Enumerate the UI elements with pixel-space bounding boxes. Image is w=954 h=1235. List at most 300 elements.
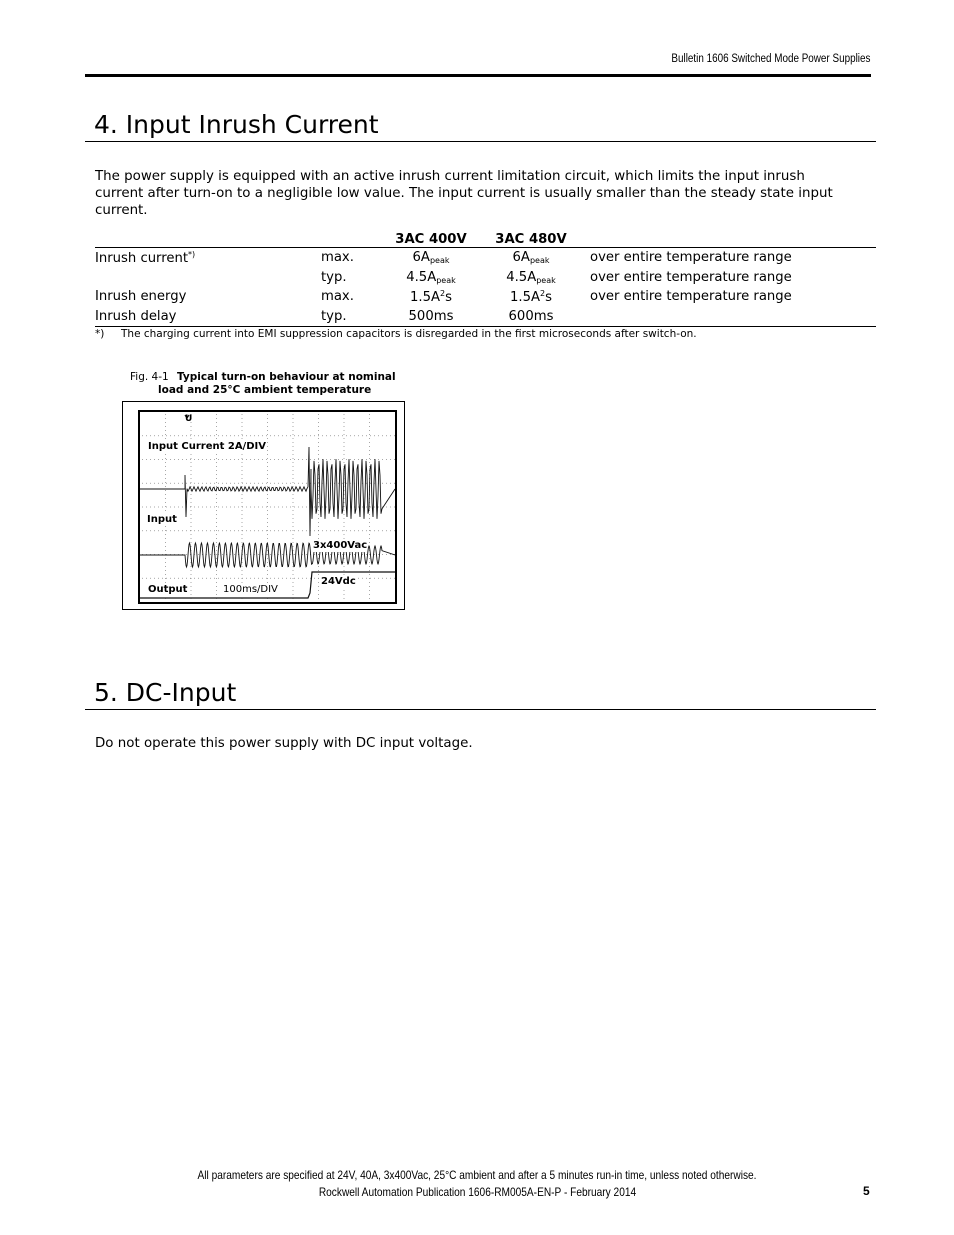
oscilloscope-screen (138, 410, 397, 604)
grid-dot (354, 435, 355, 436)
grid-dot (366, 507, 367, 508)
grid-dot (344, 510, 345, 511)
grid-dot (318, 486, 319, 487)
grid-dot (158, 507, 159, 508)
grid-dot (191, 494, 192, 495)
grid-dot (242, 507, 243, 508)
grid-dot (382, 483, 383, 484)
grid-dot (246, 483, 247, 484)
grid-dot (216, 454, 217, 455)
grid-dot (386, 435, 387, 436)
grid-dot (293, 582, 294, 583)
grid-dot (191, 590, 192, 591)
grid-dot (310, 578, 311, 579)
header-cell (321, 227, 381, 248)
grid-dot (370, 530, 371, 531)
grid-dot (182, 507, 183, 508)
grid-dot (326, 507, 327, 508)
grid-dot (290, 578, 291, 579)
grid-dot (198, 483, 199, 484)
grid-dot (170, 530, 171, 531)
grid-dot (191, 486, 192, 487)
grid-dot (216, 518, 217, 519)
value-480v: $4.5A_{peak}$ (506, 269, 556, 285)
grid-dot (342, 435, 343, 436)
param-note: over entire temperature range (590, 269, 792, 285)
grid-dot (390, 459, 391, 460)
grid-dot (346, 435, 347, 436)
grid-dot (362, 578, 363, 579)
grid-dot (230, 507, 231, 508)
grid-dot (293, 462, 294, 463)
grid-dot (191, 462, 192, 463)
grid-dot (166, 507, 167, 508)
grid-dot (306, 435, 307, 436)
grid-dot (378, 507, 379, 508)
grid-dot (318, 502, 319, 503)
grid-dot (267, 514, 268, 515)
grid-dot (318, 566, 319, 567)
grid-dot (322, 435, 323, 436)
grid-dot (293, 546, 294, 547)
grid-dot (242, 534, 243, 535)
param-name: Inrush energy (95, 289, 187, 305)
grid-dot (154, 483, 155, 484)
grid-dot (267, 418, 268, 419)
grid-dot (338, 435, 339, 436)
grid-dot (318, 574, 319, 575)
input-current-label: Input Current 2A/DIV (148, 441, 266, 452)
grid-dot (146, 435, 147, 436)
grid-dot (369, 450, 370, 451)
grid-dot (293, 502, 294, 503)
grid-dot (382, 578, 383, 579)
grid-dot (290, 507, 291, 508)
value-400v: $6A_{peak}$ (412, 250, 450, 266)
grid-dot (165, 418, 166, 419)
grid-dot (202, 483, 203, 484)
grid-dot (334, 459, 335, 460)
grid-dot (242, 522, 243, 523)
grid-dot (178, 578, 179, 579)
grid-dot (146, 507, 147, 508)
grid-dot (390, 578, 391, 579)
grid-dot (202, 435, 203, 436)
grid-dot (370, 435, 371, 436)
grid-dot (293, 506, 294, 507)
grid-dot (182, 530, 183, 531)
grid-dot (390, 507, 391, 508)
grid-dot (346, 530, 347, 531)
grid-dot (154, 507, 155, 508)
header-cell (581, 227, 876, 248)
grid-dot (298, 459, 299, 460)
grid-dot (293, 450, 294, 451)
grid-dot (165, 570, 166, 571)
grid-dot (150, 530, 151, 531)
table-row (95, 287, 876, 307)
grid-dot (214, 435, 215, 436)
grid-dot (262, 435, 263, 436)
section-4-paragraph: The power supply is equipped with an active inrush current limitation circuit, which limits the input inrush current after turn-on to a negligible low value. The input current is usually smaller than the steady state input current. (95, 169, 833, 218)
grid-dot (165, 550, 166, 551)
grid-dot (362, 507, 363, 508)
grid-dot (165, 458, 166, 459)
oscilloscope-figure (122, 401, 405, 610)
grid-dot (216, 430, 217, 431)
grid-dot (369, 526, 370, 527)
grid-dot (191, 430, 192, 431)
grid-dot (374, 530, 375, 531)
grid-dot (222, 459, 223, 460)
grid-dot (293, 526, 294, 527)
grid-dot (278, 435, 279, 436)
grid-dot (330, 435, 331, 436)
grid-dot (369, 530, 370, 531)
grid-dot (165, 566, 166, 567)
grid-dot (226, 578, 227, 579)
grid-dot (258, 530, 259, 531)
grid-dot (369, 454, 370, 455)
grid-dot (254, 435, 255, 436)
grid-dot (162, 530, 163, 531)
grid-dot (165, 490, 166, 491)
grid-dot (318, 594, 319, 595)
grid-dot (318, 430, 319, 431)
grid-dot (342, 530, 343, 531)
grid-dot (186, 530, 187, 531)
grid-dot (165, 426, 166, 427)
grid-dot (344, 558, 345, 559)
grid-dot (344, 418, 345, 419)
grid-dot (362, 435, 363, 436)
grid-dot (258, 554, 259, 555)
grid-dot (242, 494, 243, 495)
grid-dot (278, 459, 279, 460)
grid-dot (246, 459, 247, 460)
grid-dot (390, 530, 391, 531)
grid-dot (216, 550, 217, 551)
grid-dot (242, 526, 243, 527)
grid-dot (318, 454, 319, 455)
inrush-spec-table (95, 227, 876, 327)
grid-dot (216, 422, 217, 423)
grid-dot (366, 554, 367, 555)
grid-dot (274, 530, 275, 531)
grid-dot (142, 435, 143, 436)
grid-dot (242, 462, 243, 463)
grid-dot (318, 518, 319, 519)
grid-dot (258, 435, 259, 436)
grid-dot (270, 507, 271, 508)
grid-dot (302, 435, 303, 436)
grid-dot (198, 459, 199, 460)
grid-dot (354, 530, 355, 531)
grid-dot (150, 507, 151, 508)
grid-dot (170, 459, 171, 460)
grid-dot (267, 570, 268, 571)
grid-dot (318, 450, 319, 451)
grid-dot (250, 578, 251, 579)
grid-dot (206, 530, 207, 531)
grid-dot (198, 507, 199, 508)
grid-dot (242, 566, 243, 567)
grid-dot (369, 438, 370, 439)
grid-dot (206, 435, 207, 436)
grid-dot (191, 478, 192, 479)
table-footnote: *) The charging current into EMI suppression capacitors is disregarded in the first microseconds after switch-on. (95, 328, 697, 340)
grid-dot (238, 578, 239, 579)
grid-dot (310, 459, 311, 460)
grid-dot (369, 442, 370, 443)
grid-dot (154, 530, 155, 531)
grid-dot (238, 530, 239, 531)
param-name: Inrush current*) (95, 249, 196, 266)
param-limit: max. (321, 289, 354, 305)
grid-dot (254, 459, 255, 460)
grid-dot (282, 435, 283, 436)
grid-dot (293, 430, 294, 431)
grid-dot (318, 442, 319, 443)
grid-dot (202, 530, 203, 531)
grid-dot (142, 530, 143, 531)
grid-dot (258, 507, 259, 508)
grid-dot (286, 459, 287, 460)
grid-dot (306, 483, 307, 484)
grid-dot (142, 459, 143, 460)
grid-dot (293, 542, 294, 543)
grid-dot (191, 458, 192, 459)
grid-dot (226, 507, 227, 508)
grid-dot (314, 483, 315, 484)
grid-dot (238, 483, 239, 484)
grid-dot (318, 435, 319, 436)
grid-dot (344, 562, 345, 563)
grid-dot (293, 454, 294, 455)
grid-dot (242, 474, 243, 475)
grid-dot (242, 518, 243, 519)
header-3ac-400v: 3AC 400V (395, 232, 467, 247)
grid-dot (318, 482, 319, 483)
grid-dot (318, 483, 319, 484)
grid-dot (214, 578, 215, 579)
grid-dot (342, 459, 343, 460)
grid-dot (306, 507, 307, 508)
grid-dot (293, 594, 294, 595)
grid-dot (191, 510, 192, 511)
grid-dot (222, 435, 223, 436)
grid-dot (214, 507, 215, 508)
grid-dot (162, 507, 163, 508)
grid-dot (378, 435, 379, 436)
grid-dot (250, 459, 251, 460)
grid-dot (267, 522, 268, 523)
grid-dot (282, 459, 283, 460)
grid-dot (242, 530, 243, 531)
grid-dot (314, 459, 315, 460)
grid-dot (394, 483, 395, 484)
grid-dot (369, 430, 370, 431)
grid-dot (142, 483, 143, 484)
grid-dot (293, 458, 294, 459)
grid-dot (293, 514, 294, 515)
header-cell (95, 227, 321, 248)
grid-dot (270, 483, 271, 484)
grid-dot (267, 574, 268, 575)
grid-dot (162, 578, 163, 579)
grid-dot (198, 578, 199, 579)
grid-dot (165, 502, 166, 503)
grid-dot (214, 483, 215, 484)
grid-dot (242, 514, 243, 515)
grid-dot (314, 530, 315, 531)
grid-dot (266, 578, 267, 579)
grid-dot (218, 459, 219, 460)
grid-dot (318, 446, 319, 447)
grid-dot (362, 554, 363, 555)
grid-dot (216, 510, 217, 511)
grid-dot (206, 483, 207, 484)
grid-dot (318, 458, 319, 459)
grid-dot (165, 510, 166, 511)
grid-dot (165, 534, 166, 535)
grid-dot (267, 450, 268, 451)
grid-dot (293, 538, 294, 539)
grid-dot (250, 530, 251, 531)
grid-dot (254, 578, 255, 579)
grid-dot (278, 483, 279, 484)
grid-dot (191, 546, 192, 547)
grid-dot (166, 435, 167, 436)
grid-dot (158, 483, 159, 484)
grid-dot (170, 435, 171, 436)
grid-dot (294, 435, 295, 436)
grid-dot (369, 522, 370, 523)
grid-dot (293, 518, 294, 519)
grid-dot (374, 507, 375, 508)
grid-dot (366, 530, 367, 531)
grid-dot (394, 459, 395, 460)
grid-dot (165, 486, 166, 487)
grid-dot (326, 435, 327, 436)
grid-dot (267, 506, 268, 507)
value-400v: $1.5A^2s$ (410, 288, 452, 305)
grid-dot (165, 498, 166, 499)
grid-dot (165, 462, 166, 463)
grid-dot (214, 459, 215, 460)
grid-dot (282, 554, 283, 555)
grid-dot (270, 554, 271, 555)
grid-dot (293, 474, 294, 475)
grid-dot (267, 558, 268, 559)
grid-dot (267, 442, 268, 443)
grid-dot (369, 466, 370, 467)
grid-dot (344, 438, 345, 439)
grid-dot (186, 483, 187, 484)
grid-dot (210, 459, 211, 460)
grid-dot (344, 534, 345, 535)
grid-dot (318, 490, 319, 491)
grid-dot (242, 482, 243, 483)
grid-dot (293, 486, 294, 487)
grid-dot (306, 530, 307, 531)
grid-dot (298, 507, 299, 508)
grid-dot (267, 566, 268, 567)
grid-dot (366, 435, 367, 436)
grid-dot (369, 414, 370, 415)
grid-dot (218, 530, 219, 531)
grid-dot (222, 554, 223, 555)
grid-dot (216, 538, 217, 539)
grid-dot (369, 582, 370, 583)
grid-dot (216, 470, 217, 471)
grid-dot (191, 498, 192, 499)
grid-dot (150, 483, 151, 484)
grid-dot (165, 526, 166, 527)
grid-dot (216, 594, 217, 595)
section-5-rule (85, 709, 876, 710)
grid-dot (242, 578, 243, 579)
grid-dot (344, 574, 345, 575)
section-5-title: 5. DC-Input (94, 678, 237, 707)
grid-dot (369, 418, 370, 419)
grid-dot (344, 458, 345, 459)
grid-dot (293, 466, 294, 467)
grid-dot (318, 526, 319, 527)
grid-dot (267, 494, 268, 495)
grid-dot (282, 530, 283, 531)
grid-dot (330, 530, 331, 531)
grid-dot (186, 435, 187, 436)
grid-dot (344, 518, 345, 519)
grid-dot (267, 454, 268, 455)
grid-dot (206, 578, 207, 579)
grid-dot (330, 554, 331, 555)
grid-dot (344, 570, 345, 571)
grid-dot (254, 483, 255, 484)
grid-dot (386, 507, 387, 508)
grid-dot (386, 530, 387, 531)
grid-dot (165, 478, 166, 479)
grid-dot (191, 470, 192, 471)
grid-dot (165, 466, 166, 467)
grid-dot (267, 542, 268, 543)
grid-dot (242, 542, 243, 543)
header-rule (85, 74, 871, 77)
grid-dot (344, 530, 345, 531)
grid-dot (290, 530, 291, 531)
grid-dot (210, 578, 211, 579)
grid-dot (230, 530, 231, 531)
grid-dot (242, 486, 243, 487)
grid-dot (250, 483, 251, 484)
grid-dot (198, 530, 199, 531)
grid-dot (146, 530, 147, 531)
grid-dot (186, 578, 187, 579)
grid-dot (293, 578, 294, 579)
value-480v: $6A_{peak}$ (512, 250, 550, 266)
grid-dot (178, 435, 179, 436)
grid-dot (326, 459, 327, 460)
grid-dot (278, 507, 279, 508)
grid-dot (286, 435, 287, 436)
grid-dot (386, 554, 387, 555)
grid-dot (202, 459, 203, 460)
grid-dot (234, 578, 235, 579)
grid-dot (242, 562, 243, 563)
grid-dot (344, 594, 345, 595)
grid-dot (298, 530, 299, 531)
